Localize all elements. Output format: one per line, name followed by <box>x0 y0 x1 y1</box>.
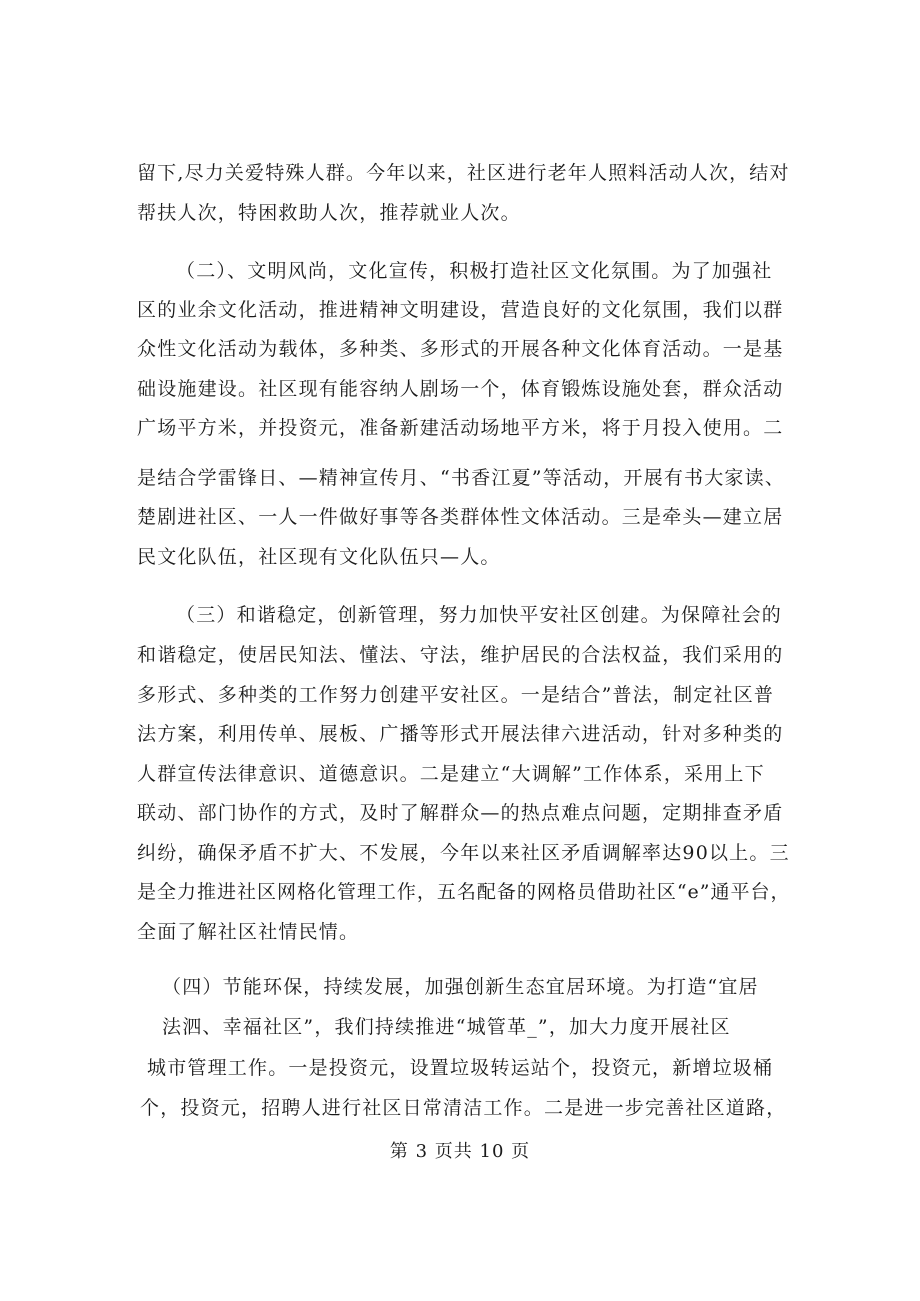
paragraph-4-line-2: 法泗、幸福社区”，我们持续推进“城管革_”，加大力度开展社区 <box>162 1016 731 1038</box>
paragraph-4-line-3: 城市管理工作。一是投资元，设置垃圾转运站个，投资元，新增垃圾桶 <box>147 1057 774 1079</box>
paragraph-2-line-1: （二）、文明风尚，文化宣传，积极打造社区文化氛围。为了加强社 <box>176 260 773 282</box>
paragraph-3-line-3: 多形式、多种类的工作努力创建平安社区。一是结合”普法，制定社区普 <box>137 684 775 706</box>
paragraph-2-line-5: 广场平方米，并投资元，准备新建活动场地平方米，将于月投入使用。二 <box>137 417 784 439</box>
paragraph-3-line-9: 全面了解社区社情民情。 <box>137 921 360 943</box>
paragraph-3-line-6: 联动、部门协作的方式，及时了解群众—的热点难点问题，定期排查矛盾 <box>137 802 784 824</box>
paragraph-3-line-7: 纠纷，确保矛盾不扩大、不发展，今年以来社区矛盾调解率达90以上。三 <box>137 842 790 864</box>
page-number-footer: 第 3 页共 10 页 <box>389 1141 531 1162</box>
paragraph-2-line-8: 民文化队伍，社区现有文化队伍只—人。 <box>137 546 501 568</box>
paragraph-3-line-8: 是全力推进社区网格化管理工作，五名配备的网格员借助社区“e”通平台， <box>137 881 791 903</box>
paragraph-2-line-6: 是结合学雷锋日、—精神宣传月、“书香江夏”等活动，开展有书大家读、 <box>137 467 786 489</box>
paragraph-3-line-5: 人群宣传法律意识、道德意识。二是建立“大调解”工作体系，采用上下 <box>137 763 765 785</box>
paragraph-1-line-1: 留下,尽力关爱特殊人群。今年以来，社区进行老年人照料活动人次，结对 <box>137 162 790 184</box>
paragraph-2-line-4: 础设施建设。社区现有能容纳人剧场一个，体育锻炼设施处套，群众活动 <box>137 378 784 400</box>
paragraph-4-line-4: 个，投资元，招聘人进行社区日常清洁工作。二是进一步完善社区道路， <box>140 1097 787 1119</box>
paragraph-1-line-2: 帮扶人次，特困救助人次，推荐就业人次。 <box>137 202 521 224</box>
paragraph-4-line-1: （四）节能环保，持续发展，加强创新生态宜居环境。为打造“宜居 <box>162 976 759 998</box>
paragraph-3-line-1: （三）和谐稳定，创新管理，努力加快平安社区创建。为保障社会的 <box>176 604 783 626</box>
paragraph-2-line-3: 众性文化活动为载体，多种类、多形式的开展各种文化体育活动。一是基 <box>137 338 784 360</box>
paragraph-2-line-2: 区的业余文化活动，推进精神文明建设，营造良好的文化氛围，我们以群 <box>137 299 784 321</box>
paragraph-3-line-4: 法方案，利用传单、展板、广播等形式开展法律六进活动，针对多种类的 <box>137 723 784 745</box>
paragraph-2-line-7: 楚剧进社区、一人一件做好事等各类群体性文体活动。三是牵头—建立居 <box>137 506 784 528</box>
paragraph-3-line-2: 和谐稳定，使居民知法、懂法、守法，维护居民的合法权益，我们采用的 <box>137 644 784 666</box>
